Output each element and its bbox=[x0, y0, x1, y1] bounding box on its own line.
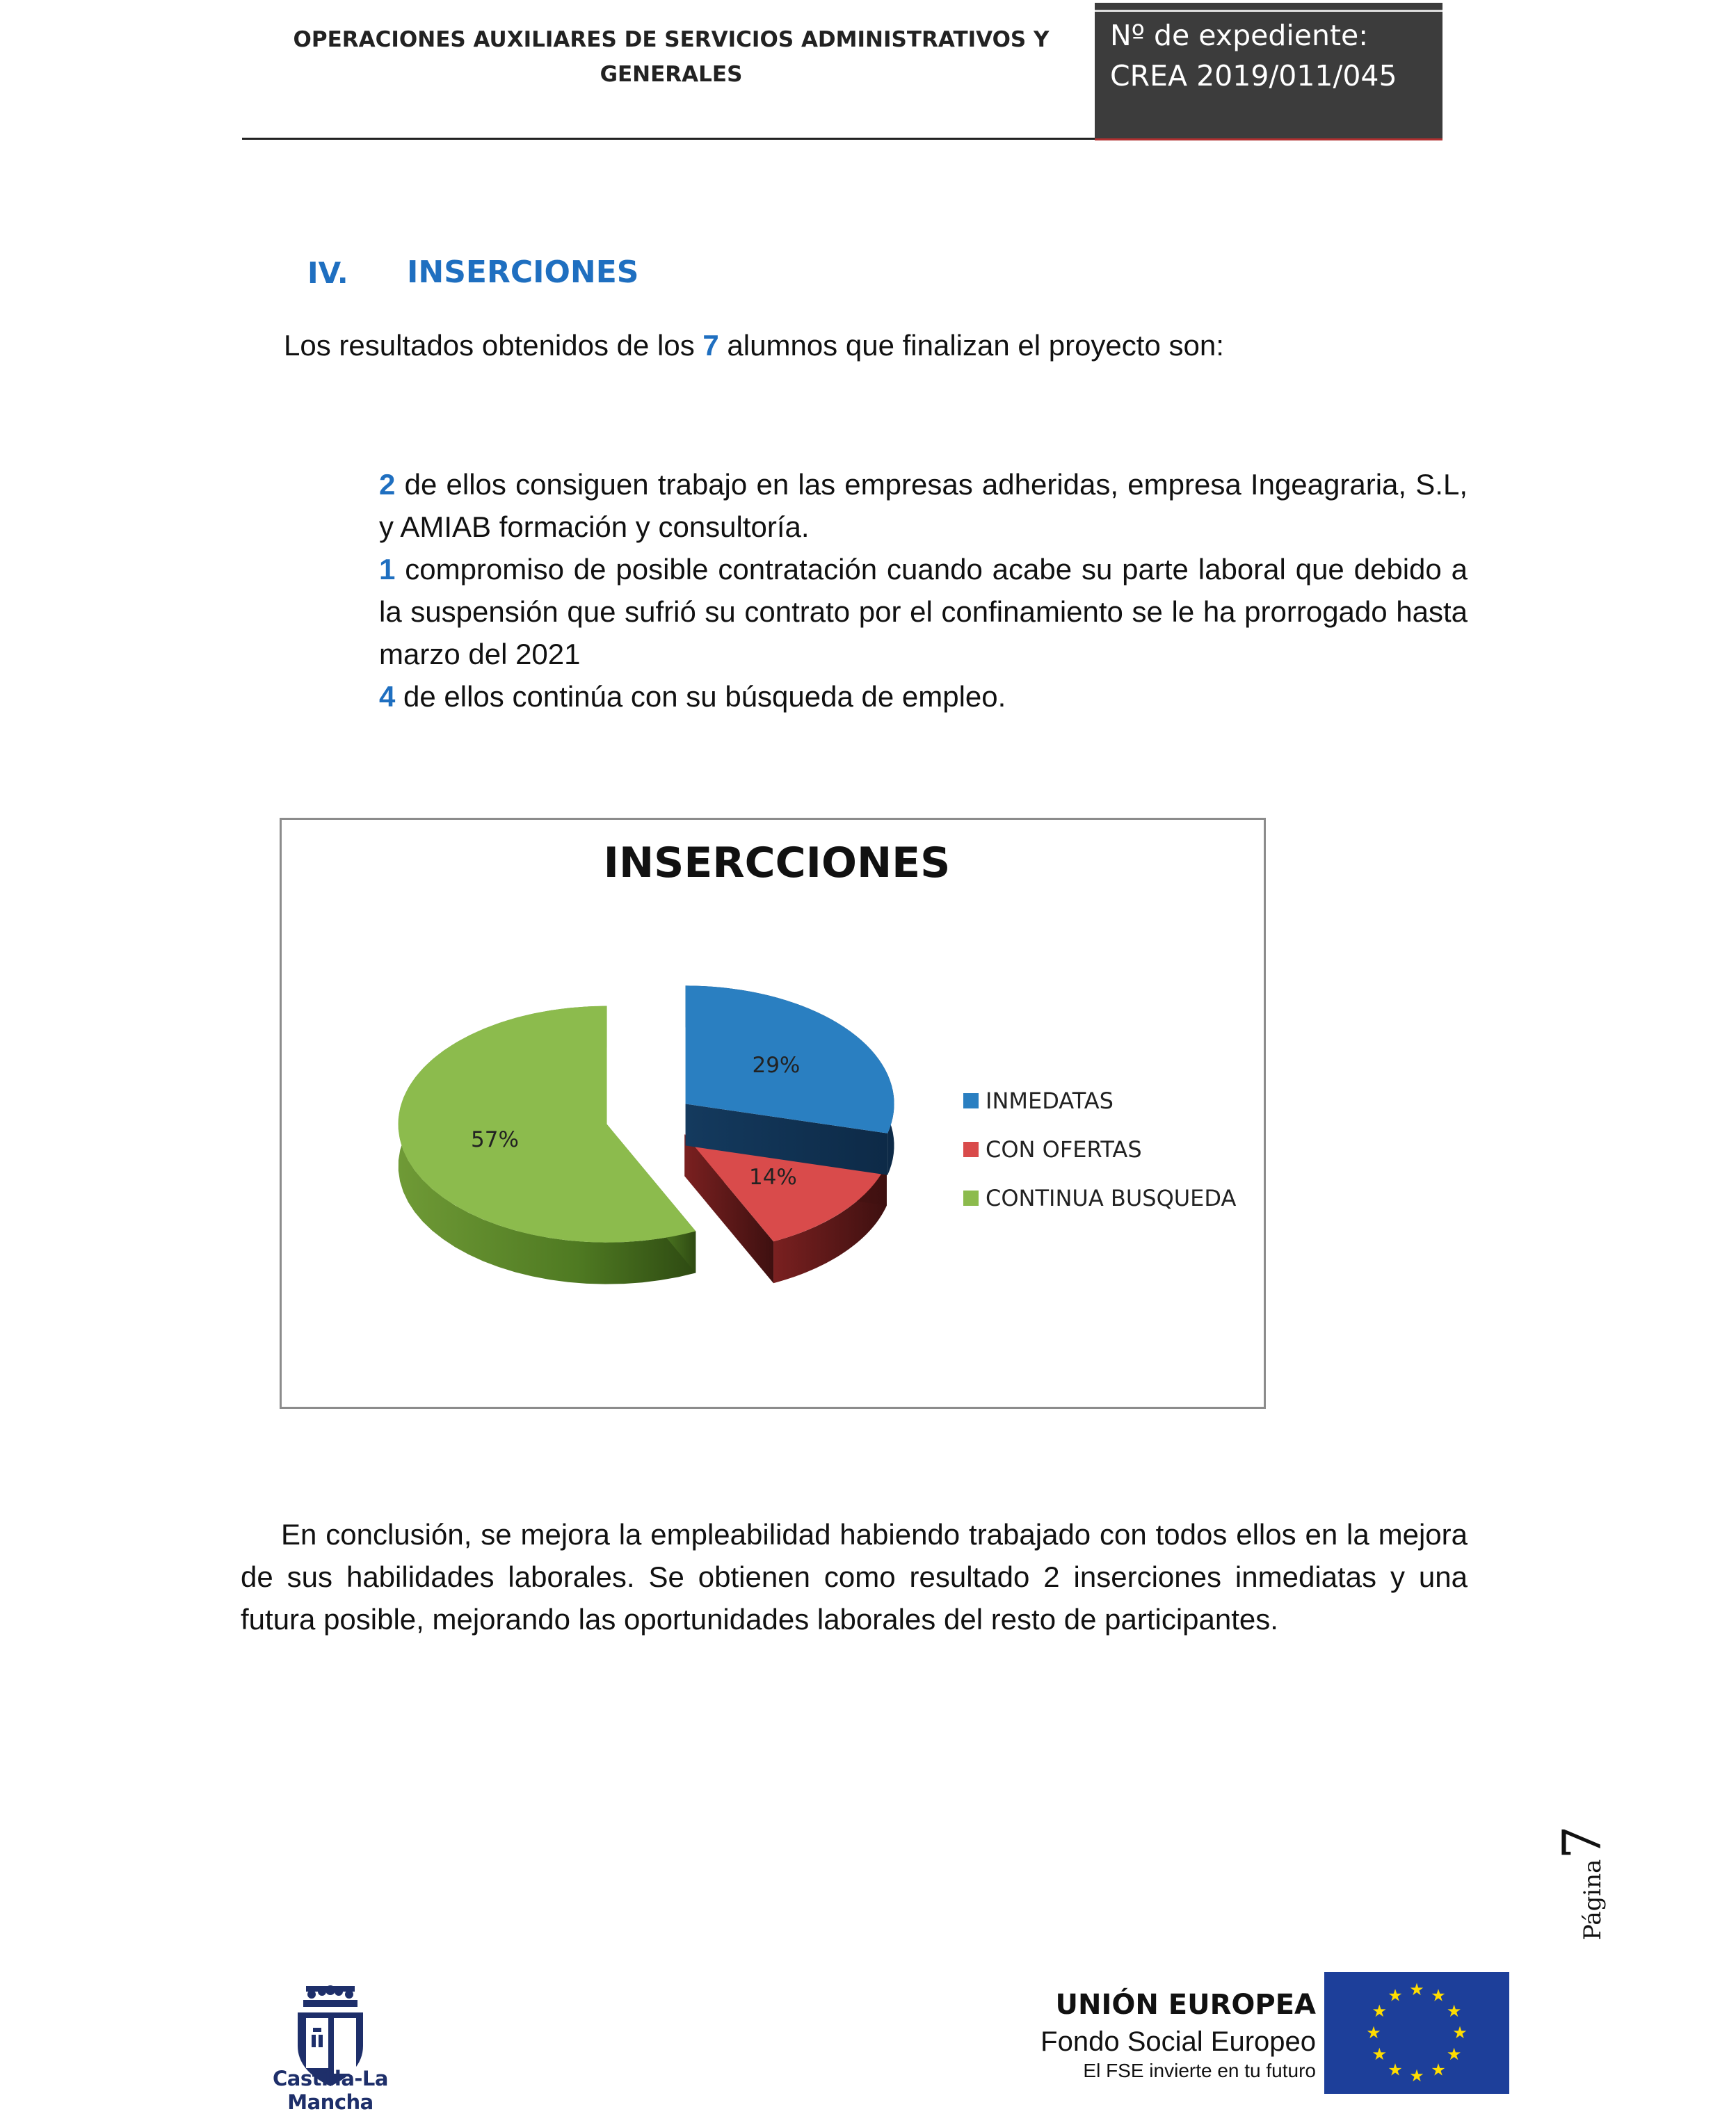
legend-label: INMEDATAS bbox=[986, 1088, 1114, 1114]
intro-paragraph bbox=[284, 324, 1466, 366]
page-number-value: 7 bbox=[1551, 1825, 1613, 1859]
expediente-value: CREA 2019/011/045 bbox=[1110, 59, 1397, 92]
pie-slices bbox=[399, 985, 894, 1284]
eu-star-icon: ★ bbox=[1409, 2066, 1424, 2085]
page-label: Página bbox=[1579, 1859, 1607, 1940]
results-list bbox=[379, 463, 1468, 718]
conclusion-paragraph: En conclusión, se mejora la empleabilidad habiendo trabajado con todos ellos en la mejora de sus habilidades laborales. Se obtienen como resultado 2 inserciones inmediatas y una futura posible, mejorando las oportunidades laborales del resto de participantes. bbox=[241, 1518, 1468, 1636]
header-title-line2: GENERALES bbox=[600, 62, 743, 87]
eu-fund: Fondo Social Europeo bbox=[1040, 2026, 1316, 2057]
eu-star-icon: ★ bbox=[1388, 2060, 1403, 2080]
expediente-box-top-line bbox=[1095, 10, 1442, 12]
header-title-line1: OPERACIONES AUXILIARES DE SERVICIOS ADMINISTRATIVOS Y bbox=[293, 27, 1050, 52]
expediente-label: Nº de expediente: bbox=[1110, 19, 1369, 52]
eu-star-icon: ★ bbox=[1372, 2001, 1388, 2021]
chart-title: INSERCCIONES bbox=[603, 839, 951, 887]
result-item bbox=[379, 463, 1468, 548]
intro-text-before: Los resultados obtenidos de los bbox=[284, 329, 703, 362]
expediente-text bbox=[1110, 15, 1397, 96]
eu-star-icon: ★ bbox=[1431, 1985, 1446, 2006]
eu-star-icon: ★ bbox=[1452, 2023, 1468, 2042]
document-header-title bbox=[240, 22, 1102, 92]
eu-stars bbox=[1324, 1972, 1509, 2094]
pie-slice bbox=[399, 1006, 696, 1284]
eu-title: UNIÓN EUROPEA bbox=[1055, 1989, 1316, 2021]
pie-data-label: 29% bbox=[752, 1053, 801, 1079]
result-text: de ellos consiguen trabajo en las empresas adheridas, empresa Ingeagraria, S.L, y AMIAB formación y consultoría. bbox=[379, 468, 1468, 543]
pie-chart-svg bbox=[282, 820, 1264, 1407]
result-text: de ellos continúa con su búsqueda de empleo. bbox=[395, 680, 1006, 713]
result-text: compromiso de posible contratación cuando acabe su parte laboral que debido a la suspensión que sufrió su contrato por el confinamiento se le ha prorrogado hasta marzo del 2021 bbox=[379, 553, 1468, 670]
intro-text-after: alumnos que finalizan el proyecto son: bbox=[718, 329, 1224, 362]
eu-star-icon: ★ bbox=[1388, 1985, 1403, 2006]
section-title: INSERCIONES bbox=[407, 255, 639, 290]
legend-label: CONTINUA BUSQUEDA bbox=[986, 1185, 1237, 1211]
pie-data-label: 57% bbox=[471, 1127, 519, 1153]
legend-swatch bbox=[963, 1093, 979, 1108]
header-rule bbox=[242, 138, 1095, 140]
result-count: 1 bbox=[379, 553, 396, 586]
pie-slice bbox=[686, 985, 894, 1175]
region-name: Castilla-La Mancha bbox=[273, 2067, 388, 2114]
expediente-box bbox=[1095, 3, 1442, 140]
eu-star-icon: ★ bbox=[1409, 1980, 1424, 1999]
eu-flag-icon bbox=[1324, 1972, 1509, 2094]
result-item bbox=[379, 548, 1468, 675]
eu-star-icon: ★ bbox=[1446, 2044, 1462, 2064]
inserciones-chart bbox=[280, 818, 1266, 1409]
result-count: 2 bbox=[379, 468, 396, 501]
chart-legend bbox=[963, 1088, 1236, 1211]
result-count: 4 bbox=[379, 680, 396, 713]
eu-star-icon: ★ bbox=[1431, 2060, 1446, 2080]
intro-count: 7 bbox=[702, 329, 719, 362]
pie-data-label: 14% bbox=[748, 1165, 797, 1191]
eu-star-icon: ★ bbox=[1372, 2044, 1388, 2064]
legend-swatch bbox=[963, 1191, 979, 1206]
eu-star-icon: ★ bbox=[1446, 2001, 1462, 2021]
legend-swatch bbox=[963, 1142, 979, 1157]
expediente-box-bottom-line bbox=[1095, 138, 1442, 140]
result-item bbox=[379, 675, 1468, 718]
section-number: IV. bbox=[307, 256, 348, 290]
eu-motto: El FSE invierte en tu futuro bbox=[1083, 2060, 1316, 2081]
legend-label: CON OFERTAS bbox=[986, 1136, 1142, 1163]
eu-star-icon: ★ bbox=[1366, 2023, 1381, 2042]
page-number bbox=[1516, 1808, 1613, 2017]
